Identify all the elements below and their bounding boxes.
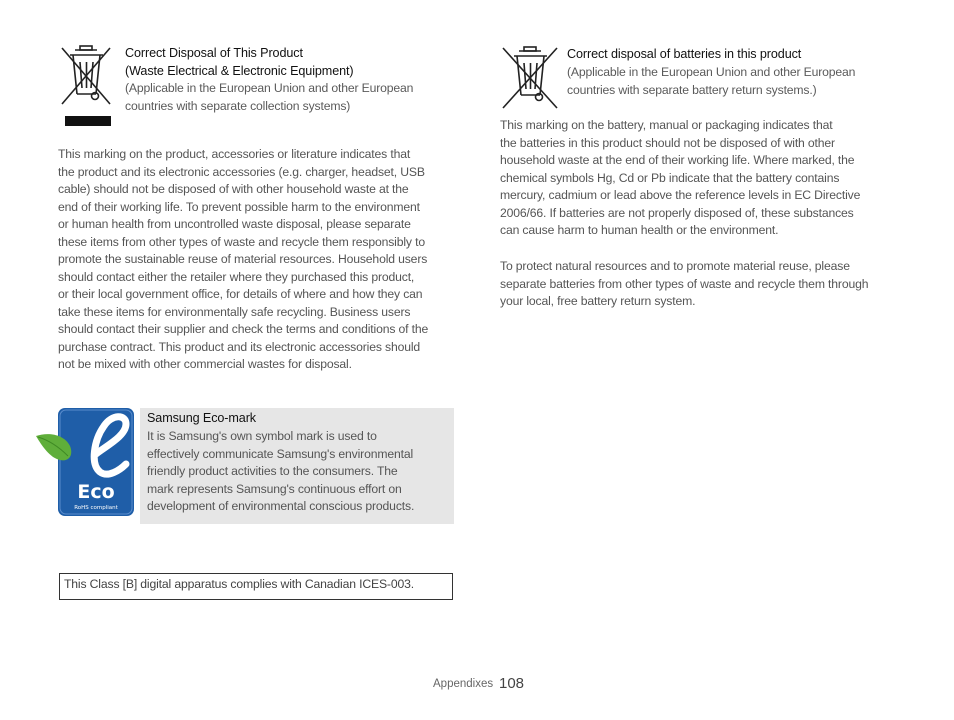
battery-body-line: mercury, cadmium or lead above the reference levels in EC Directive bbox=[500, 188, 861, 202]
footer-page-number: 108 bbox=[499, 675, 525, 692]
eco-body-line: effectively communicate Samsung's environmental bbox=[147, 446, 414, 461]
battery-body-line: 2006/66. If batteries are not properly disposed of, these substances bbox=[500, 205, 854, 220]
weee-body-line: these items from other types of waste and recycle them responsibly to bbox=[58, 234, 425, 249]
weee-body-line: promote the sustainable reuse of material resources. Household users bbox=[58, 252, 428, 266]
battery-body-para1 bbox=[500, 117, 860, 240]
eco-mark-title: Samsung Eco-mark bbox=[147, 411, 256, 425]
eco-body-line: friendly product activities to the consumers. The bbox=[147, 464, 398, 478]
eco-mark-logo bbox=[34, 406, 136, 518]
eco-body-line: mark represents Samsung's continuous effort on bbox=[147, 481, 402, 496]
battery-body-line: This marking on the battery, manual or packaging indicates that bbox=[500, 118, 833, 132]
eco-logo-subtext: RoHS compliant bbox=[74, 505, 118, 511]
eco-mark-body bbox=[147, 428, 414, 516]
ices-notice-text: This Class [B] digital apparatus complies with Canadian ICES-003. bbox=[64, 577, 414, 591]
battery-body-line: separate batteries from other types of waste and recycle them through bbox=[500, 276, 869, 291]
eco-logo-text: Eco bbox=[77, 481, 115, 503]
weee-body-line: should contact either the retailer where they purchased this product, bbox=[58, 269, 415, 284]
battery-body-line: the batteries in this product should not be disposed of with other bbox=[500, 135, 835, 150]
weee-body-line: end of their working life. To prevent possible harm to the environment bbox=[58, 199, 420, 214]
weee-title-line1: Correct Disposal of This Product bbox=[125, 46, 303, 60]
weee-body bbox=[58, 146, 428, 374]
weee-body-line: the product and its electronic accessories (e.g. charger, headset, USB bbox=[58, 164, 425, 179]
eco-body-line: It is Samsung's own symbol mark is used to bbox=[147, 429, 377, 443]
battery-body-para2 bbox=[500, 258, 868, 311]
battery-body-line: can cause harm to human health or the environment. bbox=[500, 223, 779, 237]
weee-body-line: This marking on the product, accessories or literature indicates that bbox=[58, 147, 411, 161]
weee-body-line: purchase contract. This product and its electronic accessories should bbox=[58, 339, 421, 354]
battery-body-line: your local, free battery return system. bbox=[500, 294, 696, 308]
weee-body-line: not be mixed with other commercial wastes for disposal. bbox=[58, 357, 352, 371]
weee-subtitle-line: (Applicable in the European Union and other European bbox=[125, 81, 414, 95]
weee-body-line: should contact their supplier and check the terms and conditions of the bbox=[58, 322, 429, 336]
battery-subtitle-line: (Applicable in the European Union and other European bbox=[567, 65, 856, 79]
weee-subtitle-line: countries with separate collection systems) bbox=[125, 98, 351, 113]
battery-body-line: household waste at the end of their working life. Where marked, the bbox=[500, 153, 855, 167]
weee-body-line: cable) should not be disposed of with other household waste at the bbox=[58, 182, 409, 196]
weee-title-line2: (Waste Electrical & Electronic Equipment) bbox=[125, 63, 354, 78]
battery-body-line: To protect natural resources and to promote material reuse, please bbox=[500, 259, 850, 273]
battery-subtitle-line: countries with separate battery return systems.) bbox=[567, 82, 817, 97]
weee-body-line: or their local government office, for details of where and how they can bbox=[58, 287, 423, 301]
battery-title: Correct disposal of batteries in this product bbox=[567, 47, 802, 61]
weee-body-line: or human health from uncontrolled waste disposal, please separate bbox=[58, 217, 411, 231]
battery-body-line: chemical symbols Hg, Cd or Pb indicate that the battery contains bbox=[500, 170, 840, 185]
weee-body-line: take these items for environmentally safe recycling. Business users bbox=[58, 304, 411, 319]
footer-section-label: Appendixes bbox=[433, 678, 494, 690]
battery-bin-icon bbox=[500, 45, 560, 111]
eco-body-line: development of environmental conscious products. bbox=[147, 499, 415, 513]
weee-bin-icon bbox=[58, 44, 114, 128]
